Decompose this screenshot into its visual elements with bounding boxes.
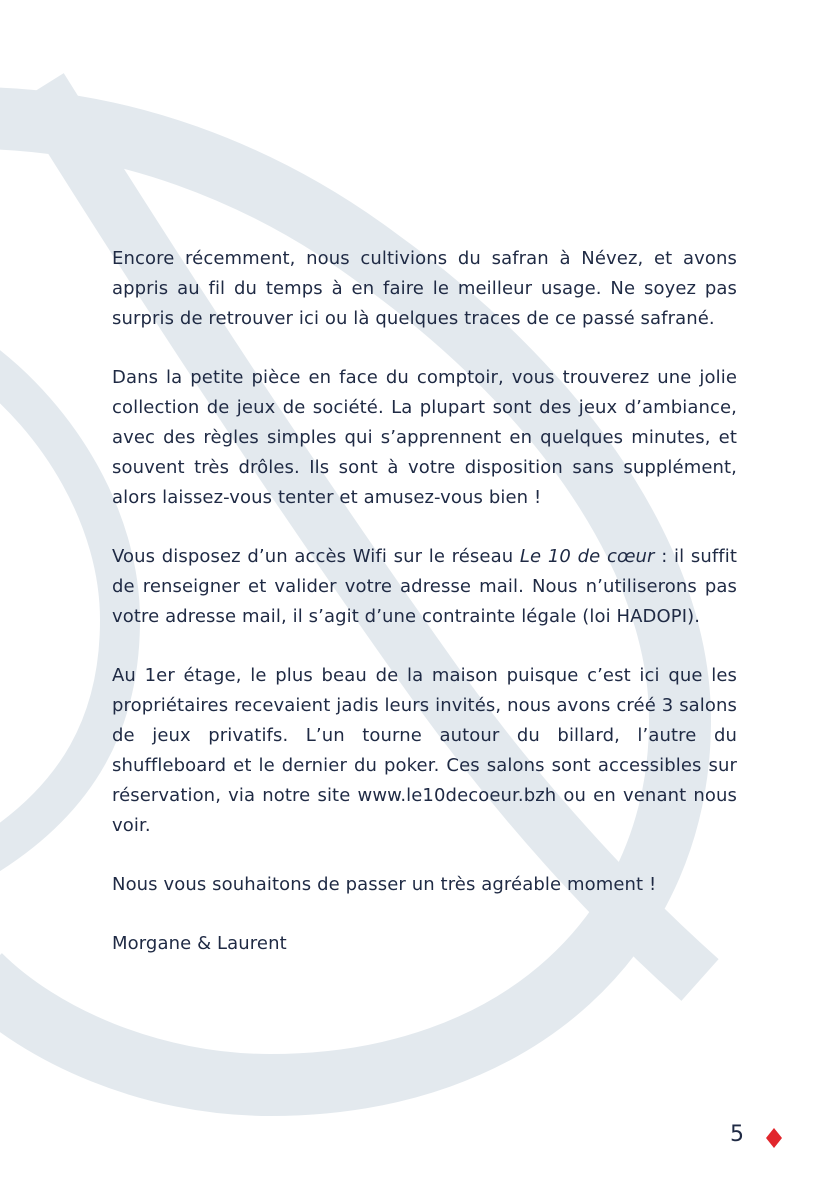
wifi-text-end: : il suffit de renseigner et valider votre adresse mail. Nous n’utiliserons pas votre adresse mail, il s’agit d’une contrainte légale (loi HADOPI).: [112, 546, 738, 627]
page-number: 5: [730, 1122, 744, 1147]
signature: Morgane & Laurent: [112, 933, 287, 954]
wifi-network-name: Le 10 de cœur: [519, 546, 655, 567]
wifi-text-start: Vous disposez d’un accès Wifi sur le réseau: [112, 546, 520, 567]
page-footer: [0, 1118, 839, 1154]
paragraph-board-games: Dans la petite pièce en face du comptoir, vous trouverez une jolie collection de jeux de société. La plupart sont des jeux d’ambiance, avec des règles simples qui s’apprennent en quelques minutes, et souvent très drôles. Ils sont à votre disposition sans supplément, alors laissez-vous tenter et amusez-vous bien !: [112, 367, 737, 508]
paragraph-closing-wish: Nous vous souhaitons de passer un très agréable moment !: [112, 874, 657, 895]
watermark-inner-curve: [0, 360, 120, 860]
main-text: [112, 244, 737, 988]
diamond-icon: [763, 1127, 785, 1149]
paragraph-saffron: Encore récemment, nous cultivions du safran à Névez, et avons appris au fil du temps à en faire le meilleur usage. Ne soyez pas surpris de retrouver ici ou là quelques traces de ce passé safrané.: [112, 248, 737, 329]
paragraph-wifi: [112, 542, 737, 632]
paragraph-private-rooms: Au 1er étage, le plus beau de la maison puisque c’est ici que les propriétaires recevaient jadis leurs invités, nous avons créé 3 salons de jeux privatifs. L’un tourne autour du billard, l’autre du shuffleboard et le dernier du poker. Ces salons sont accessibles sur réservation, via notre site www.le10decoeur.bzh ou en venant nous voir.: [112, 665, 737, 836]
